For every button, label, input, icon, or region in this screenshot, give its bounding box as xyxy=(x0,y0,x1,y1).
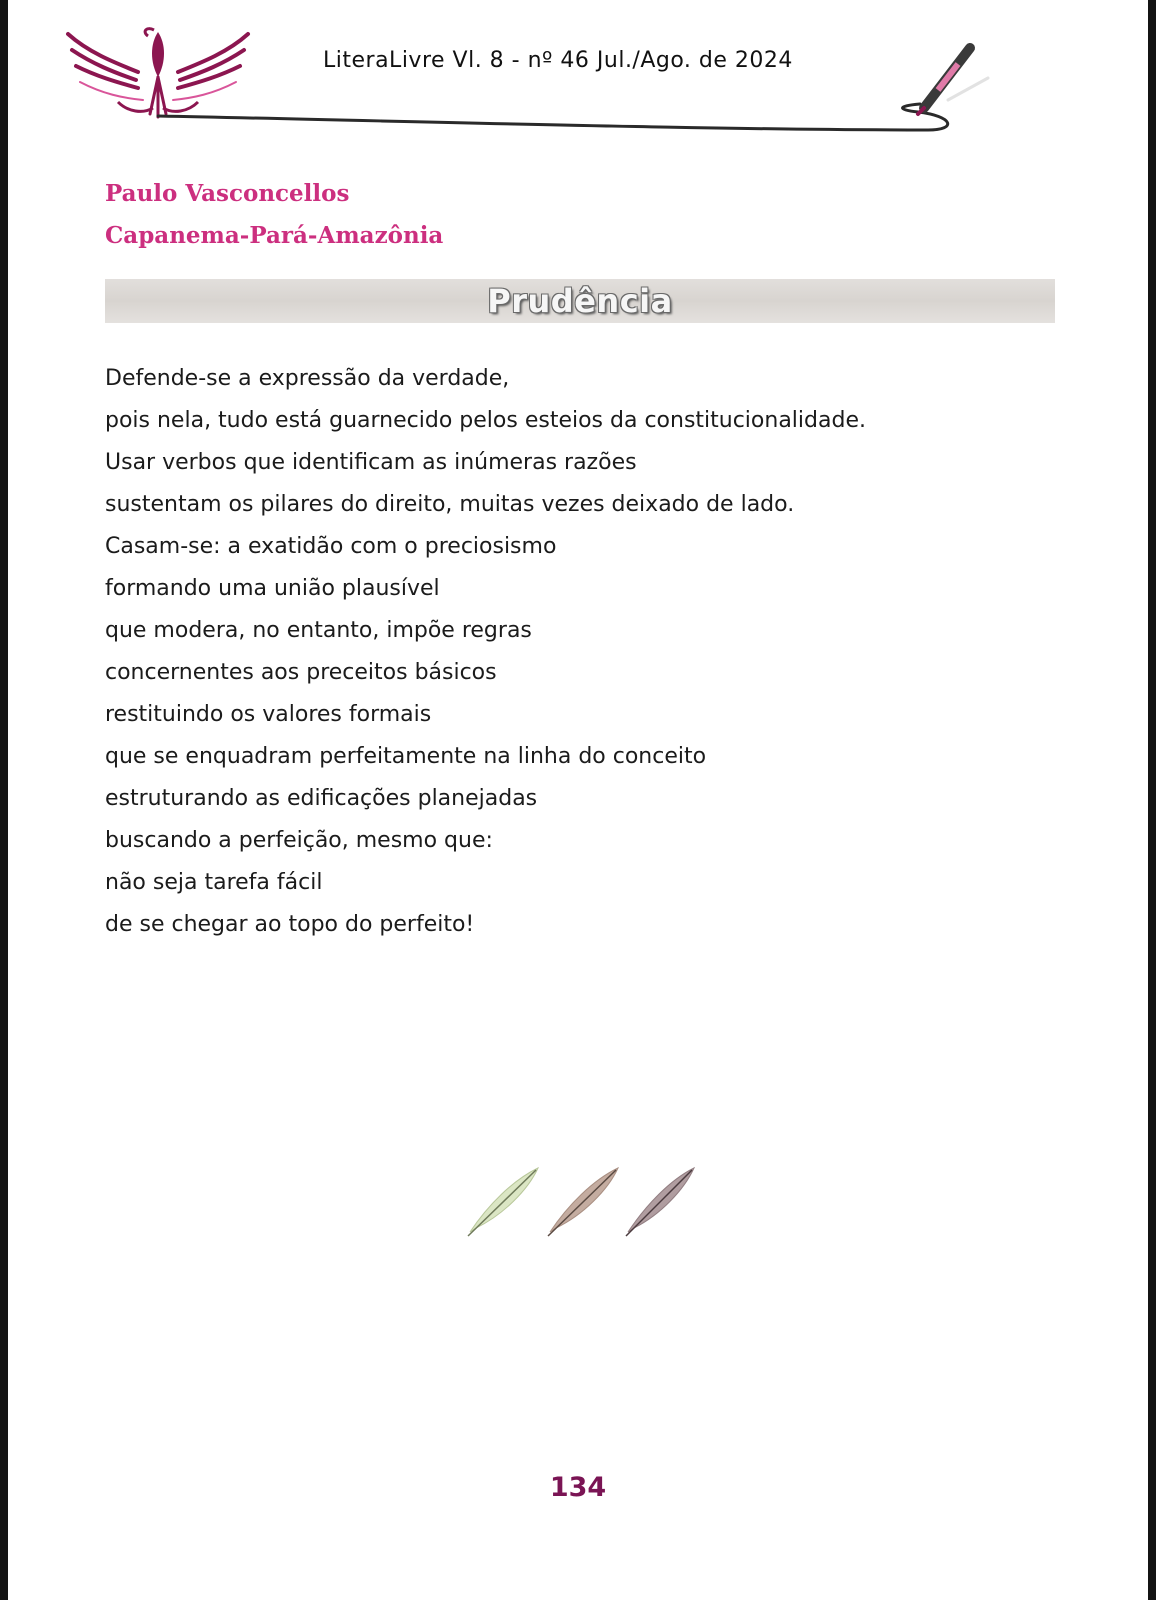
pen-icon xyxy=(908,38,998,118)
magazine-header-title: LiteraLivre Vl. 8 - nº 46 Jul./Ago. de 2024 xyxy=(323,48,793,73)
poem-body xyxy=(105,358,1055,946)
poem-line: Usar verbos que identificam as inúmeras razões xyxy=(105,450,637,475)
author-name: Paulo Vasconcellos xyxy=(105,180,350,207)
feathers-icon xyxy=(458,1160,708,1240)
poem-line: de se chegar ao topo do perfeito! xyxy=(105,912,475,937)
poem-line: concernentes aos preceitos básicos xyxy=(105,660,497,685)
poem-line: Defende-se a expressão da verdade, xyxy=(105,366,510,391)
poem-line: Casam-se: a exatidão com o preciosismo xyxy=(105,534,557,559)
poem-line: formando uma união plausível xyxy=(105,576,440,601)
author-location: Capanema-Pará-Amazônia xyxy=(105,222,444,249)
poem-line: pois nela, tudo está guarnecido pelos esteios da constitucionalidade. xyxy=(105,408,866,433)
magazine-page xyxy=(8,0,1148,1600)
poem-title-banner xyxy=(105,279,1055,323)
poem-line: sustentam os pilares do direito, muitas vezes deixado de lado. xyxy=(105,492,795,517)
page-number: 134 xyxy=(549,1472,607,1503)
poem-title: Prudência xyxy=(487,282,673,320)
poem-line: que se enquadram perfeitamente na linha do conceito xyxy=(105,744,707,769)
poem-line: restituindo os valores formais xyxy=(105,702,432,727)
poem-line: não seja tarefa fácil xyxy=(105,870,323,895)
poem-line: buscando a perfeição, mesmo que: xyxy=(105,828,493,853)
poem-line: estruturando as edificações planejadas xyxy=(105,786,538,811)
poem-line: que modera, no entanto, impõe regras xyxy=(105,618,532,643)
